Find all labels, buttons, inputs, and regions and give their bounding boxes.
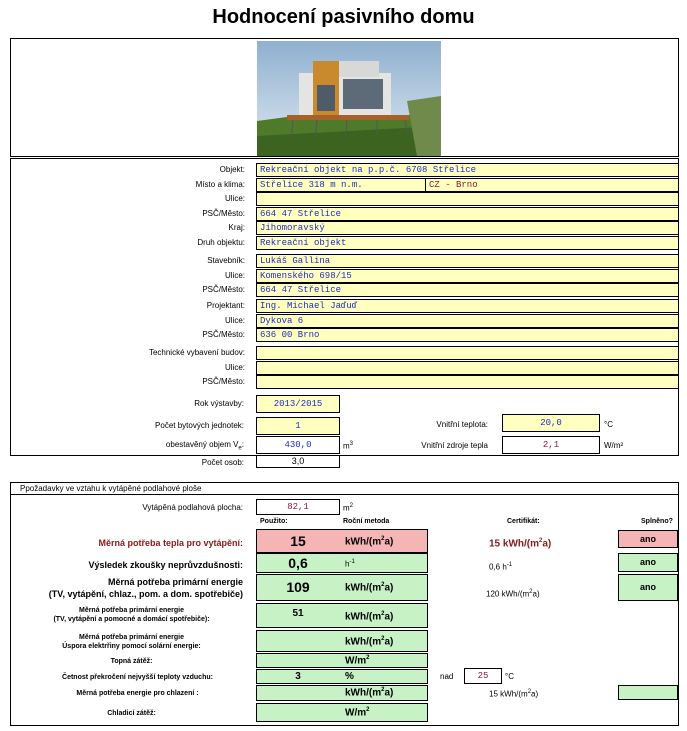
primary2-label-1: Měrná potřeba primární energie: [78, 607, 185, 614]
inner-heat-value[interactable]: 2,1: [502, 436, 600, 454]
object-value[interactable]: [256, 192, 679, 206]
cooling-load-unit-text: W/m: [345, 707, 367, 719]
volume-label-text: obestavěný objem V: [165, 440, 239, 449]
volume-unit-text: m: [343, 441, 350, 451]
heating-load-unit: [345, 655, 369, 666]
heat-demand-cert-unit: kWh/(m: [502, 538, 540, 550]
tech-value[interactable]: [256, 346, 679, 360]
overheat-value: 3: [295, 671, 301, 682]
designer-value[interactable]: Dykova 6: [256, 314, 679, 328]
heat-demand-value: 15: [290, 533, 306, 549]
col-ok: Splněno?: [641, 518, 673, 525]
requirements-title: Ppožadavky ve vztahu k vytápěné podlahové ploše: [20, 484, 202, 493]
inner-temp-value[interactable]: 20,0: [502, 414, 600, 432]
builder-label: Ulice:: [224, 270, 245, 280]
object-climate-value[interactable]: CZ - Brno: [425, 178, 679, 192]
overheat-label: Četnost překročení nejvyšší teploty vzduchu:: [62, 674, 213, 681]
solar-label-1: Měrná potřeba primární energie: [78, 634, 185, 641]
heat-demand-ok: ano: [618, 530, 678, 548]
object-label: Druh objektu:: [197, 238, 245, 247]
object-label: Místo a klima:: [195, 179, 245, 189]
tech-label: Ulice:: [224, 362, 245, 372]
cooling-cert-unit: kWh/(m: [500, 689, 528, 699]
overheat-temp[interactable]: 25: [464, 668, 502, 684]
primary2-unit-sup: 2: [381, 611, 385, 617]
airtight-label: Výsledek zkoušky neprůvzdušnosti:: [88, 560, 243, 570]
primary-ok: ano: [618, 574, 678, 601]
primary2-unit: [345, 611, 393, 622]
requirements-header-line: [10, 494, 679, 495]
object-label: Ulice:: [224, 194, 245, 204]
primary-cert-end: a): [532, 589, 540, 599]
primary2-unit-end: a): [384, 611, 394, 623]
airtight-value: 0,6: [288, 555, 308, 571]
primary-unit-end: a): [384, 582, 394, 594]
designer-value[interactable]: 636 00 Brno: [256, 328, 679, 342]
object-label: Kraj:: [228, 223, 245, 233]
primary-value: 109: [286, 579, 310, 595]
page-title: Hodnocení pasivního domu: [212, 6, 475, 28]
area-unit-text: m: [343, 503, 350, 513]
airtight-unit-sup: -1: [349, 559, 355, 565]
primary-unit: [345, 582, 393, 593]
airtight-unit-text: h: [345, 559, 350, 569]
cooling-unit: [345, 687, 393, 698]
primary-label-1: Měrná potřeba primární energie: [107, 577, 243, 587]
house-image-frame: [10, 38, 679, 157]
primary-label: [20, 576, 243, 600]
cooling-unit-sup: 2: [381, 687, 385, 693]
cooling-load-label: Chladicí zátěž:: [107, 710, 156, 717]
area-label: Vytápěná podlahová plocha:: [142, 503, 243, 512]
col-used: Použito:: [260, 518, 288, 525]
area-unit: [343, 503, 353, 513]
object-label: PSČ/Město:: [202, 208, 245, 218]
inner-heat-unit: W/m²: [604, 441, 624, 450]
inner-temp-unit: °C: [604, 420, 613, 429]
heat-demand-unit: [345, 536, 393, 547]
airtight-cert-unit: h: [502, 562, 507, 572]
heat-demand-cert-sup: 2: [539, 538, 543, 544]
col-method: Roční metoda: [343, 518, 390, 525]
builder-label: PSČ/Město:: [202, 285, 245, 295]
object-value[interactable]: Rekreační objekt: [256, 236, 679, 250]
object-label: Objekt:: [219, 165, 245, 174]
volume-label-sub: e: [238, 445, 242, 452]
primary-unit-sup: 2: [381, 582, 385, 588]
primary-cert-sup: 2: [529, 589, 533, 595]
overheat-unit: %: [345, 671, 354, 682]
volume-unit-sup: 3: [349, 441, 354, 447]
col-cert: Certifikát:: [507, 518, 540, 525]
heat-demand-cert-value: 15: [489, 538, 501, 550]
airtight-cert: [489, 562, 512, 572]
builder-label: Stavebník:: [207, 256, 245, 265]
solar-label-2: Úspora elektrřiny pomocí solární energie:: [62, 643, 201, 650]
airtight-cert-value: 0,6: [489, 562, 501, 572]
primary2-label: [20, 606, 243, 624]
cooling-cert: [489, 689, 538, 699]
solar-unit-end: a): [384, 636, 394, 648]
heat-demand-cert-end: a): [542, 538, 552, 550]
solar-label: [20, 633, 243, 651]
heating-load-unit-text: W/m: [345, 655, 367, 667]
volume-unit: [343, 441, 353, 451]
object-value[interactable]: 664 47 Střelice: [256, 207, 679, 221]
designer-value[interactable]: Ing. Michael Jaďuď: [256, 299, 679, 313]
cooling-unit-text: kWh/(m: [345, 687, 382, 699]
object-value[interactable]: Jihomoravský: [256, 221, 679, 235]
primary-unit-text: kWh/(m: [345, 582, 382, 594]
object-value[interactable]: Střelice 318 m n.m.: [256, 178, 426, 192]
primary-cert-unit: kWh/(m: [501, 589, 530, 599]
cooling-cert-sup: 2: [527, 689, 532, 695]
solar-box: [256, 630, 428, 652]
solar-unit-text: kWh/(m: [345, 636, 382, 648]
heat-demand-label: Měrná potřeba tepla pro vytápění:: [98, 538, 243, 548]
object-value[interactable]: Rekreační objekt na p.p.č. 6708 Střelice: [256, 163, 679, 177]
area-unit-sup: 2: [349, 503, 354, 509]
overheat-above: nad: [440, 672, 454, 681]
heating-load-unit-sup: 2: [366, 655, 370, 661]
heating-load-label: Topná zátěž:: [110, 658, 153, 665]
volume-value[interactable]: 430,0: [256, 436, 340, 454]
builder-value[interactable]: Lukáš Gallina: [256, 254, 679, 268]
primary2-value: 51: [292, 608, 304, 619]
solar-unit: [345, 636, 393, 647]
overheat-temp-unit: °C: [505, 672, 514, 681]
designer-label: Ulice:: [224, 315, 245, 325]
cooling-load-unit: [345, 707, 369, 718]
cooling-cert-end: a): [531, 689, 539, 699]
house-image: [257, 41, 441, 156]
designer-label: PSČ/Město:: [202, 330, 245, 340]
heating-load-box: [256, 653, 428, 668]
cooling-load-unit-sup: 2: [366, 707, 370, 713]
heat-demand-unit-sup: 2: [381, 536, 385, 542]
primary-cert-value: 120: [486, 589, 500, 599]
designer-label: Projektant:: [206, 301, 245, 310]
tech-value[interactable]: [256, 375, 679, 389]
volume-label-colon: :: [241, 440, 244, 449]
cooling-ok: [618, 685, 678, 700]
solar-unit-sup: 2: [381, 636, 385, 642]
builder-value[interactable]: 664 47 Střelice: [256, 283, 679, 297]
airtight-cert-sup: -1: [506, 562, 513, 568]
units-label: Počet bytových jednotek:: [155, 421, 244, 430]
units-value[interactable]: 1: [256, 417, 340, 435]
cooling-label: Měrná potřeba energie pro chlazení :: [76, 690, 199, 697]
heat-demand-cert: [489, 538, 551, 549]
persons-label: Počet osob:: [201, 458, 244, 467]
inner-temp-label: Vnitřní teplota:: [436, 420, 488, 429]
heat-demand-unit-end: a): [384, 536, 394, 548]
year-value[interactable]: 2013/2015: [256, 395, 340, 413]
area-value[interactable]: 82,1: [256, 499, 340, 515]
cooling-box: [256, 685, 428, 701]
primary-label-2: (TV, vytápění, chlaz., pom. a dom. spotřebiče): [48, 589, 243, 599]
year-label: Rok výstavby:: [194, 399, 244, 408]
builder-value[interactable]: Komenského 698/15: [256, 269, 679, 283]
cooling-unit-end: a): [384, 687, 394, 699]
cooling-cert-value: 15: [489, 689, 498, 699]
heat-demand-unit-text: kWh/(m: [345, 536, 382, 548]
airtight-ok: ano: [618, 553, 678, 572]
tech-value[interactable]: [256, 361, 679, 375]
tech-label: Technické vybavení budov:: [148, 348, 245, 357]
primary2-label-2: (TV, vytápění a pomocné a domácí spotřebiče):: [53, 616, 210, 623]
primary2-unit-text: kWh/(m: [345, 611, 382, 623]
tech-label: PSČ/Město:: [202, 377, 245, 387]
persons-value[interactable]: 3,0: [256, 455, 340, 468]
volume-label: [100, 440, 244, 452]
primary-cert: [486, 589, 540, 599]
airtight-unit: [345, 559, 355, 569]
inner-heat-label: Vnitřní zdroje tepla: [421, 441, 488, 450]
cooling-load-box: [256, 703, 428, 722]
